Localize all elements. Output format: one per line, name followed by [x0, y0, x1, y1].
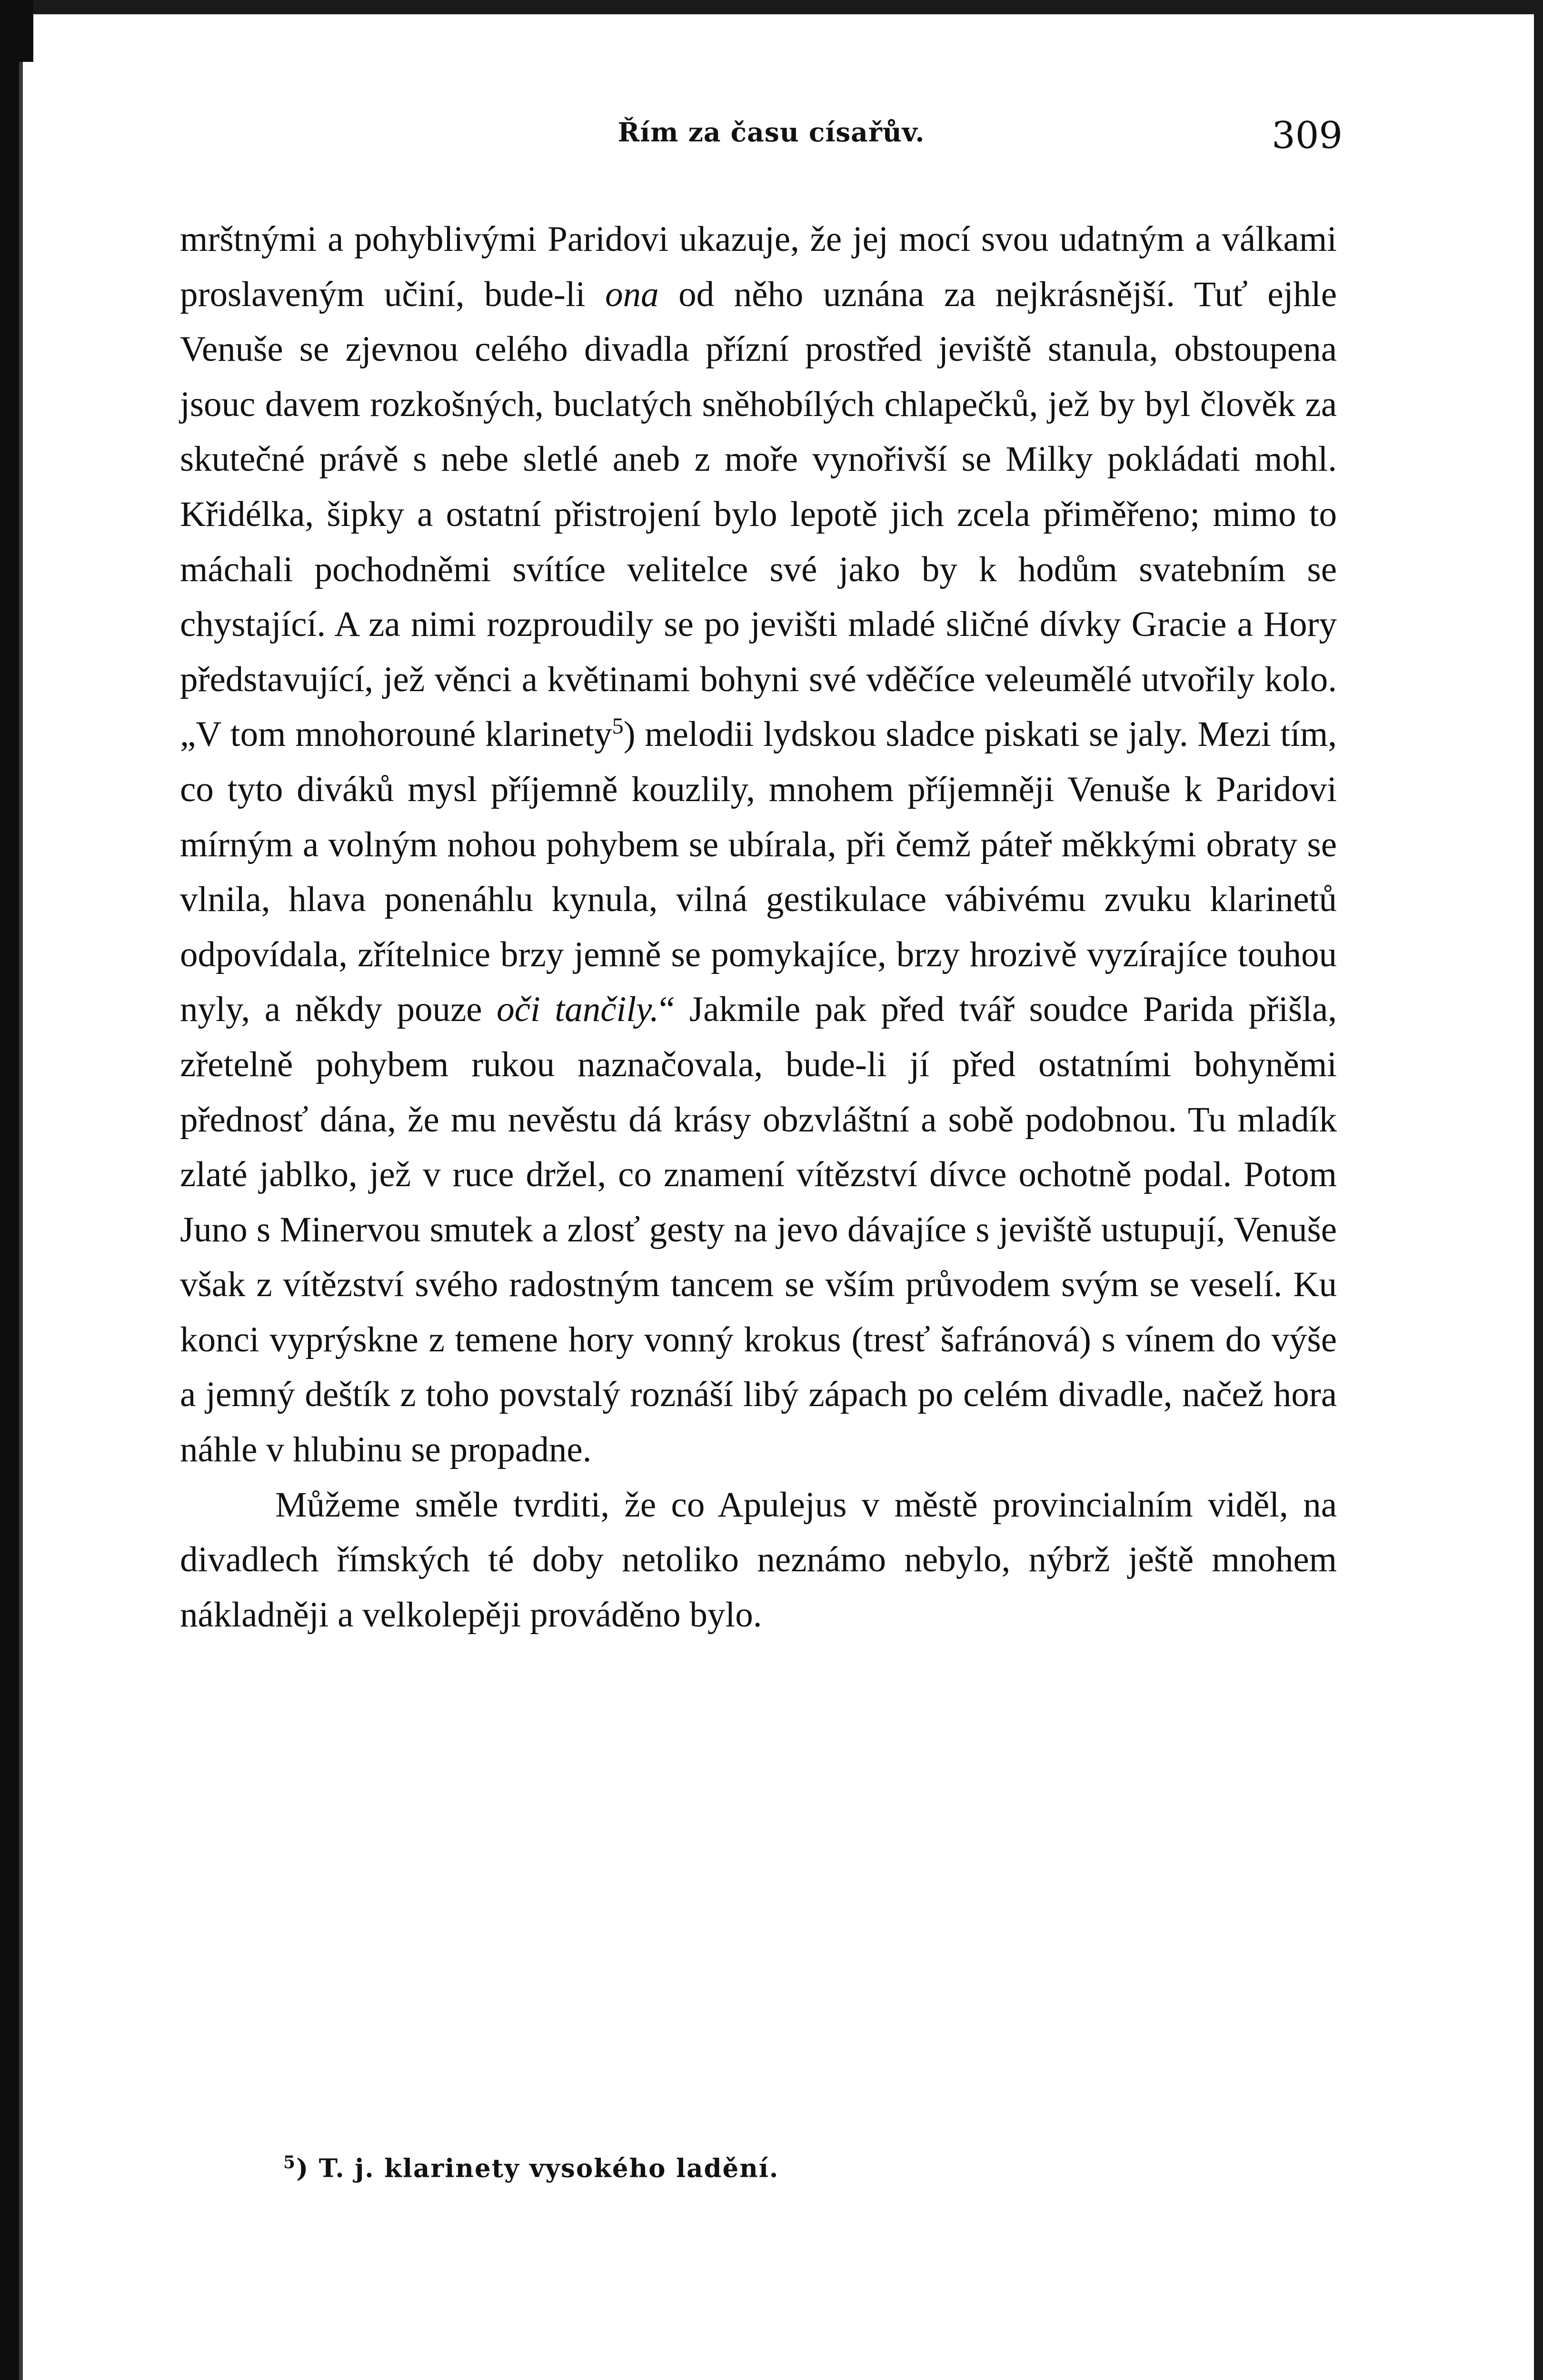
paragraph-1: [180, 212, 1337, 1478]
scan-border-top: [0, 0, 1543, 14]
footnote: [283, 2152, 1331, 2183]
footnote-ref: 5: [612, 714, 624, 739]
paragraph-1-part-c: ) melodii lydskou sladce piskati se jaly. Mezi tím, co tyto diváků mysl příjemně kouzlily, mnohem příjemněji Venuše k Paridovi mírným a volným nohou pohybem se ubírala, při čemž páteř měkkými obraty se vlnila, hlava ponenáhlu kynula, vilná gestikulace vábivému zvuku klarinetů odpovídala, zřítelnice brzy jemně se pomykajíce, brzy hrozivě vyzírajíce touhou nyly, a někdy pouze: [180, 714, 1337, 1030]
emphasis-oci-tancily: oči tančily.: [497, 990, 659, 1030]
page-margin-left: [19, 62, 44, 2380]
running-head: [181, 114, 1362, 159]
main-text: [180, 212, 1337, 1642]
page-number: 309: [1272, 114, 1343, 157]
footnote-marker: 5: [283, 2152, 297, 2172]
paragraph-2: Můžeme směle tvrditi, že co Apulejus v městě provincialním viděl, na divadlech římských té doby netoliko neznámo nebylo, nýbrž ještě mnohem nákladněji a velkolepěji prováděno bylo.: [180, 1485, 1337, 1635]
footnote-text: ) T. j. klarinety vysokého ladění.: [296, 2153, 779, 2183]
paragraph-1-part-b: od něho uznána za nejkrásnější. Tuť ejhle Venuše se zjevnou celého divadla přízní prostřed jeviště stanula, obstoupena jsouc davem rozkošných, buclatých sněhobílých chlapečků, jež by byl člověk za skutečné právě s nebe sletlé aneb z moře vynořivší se Milky pokládati mohl. Křidélka, šipky a ostatní přistrojení bylo lepotě jich zcela přiměřeno; mimo to máchali pochodněmi svítíce velitelce své jako by k hodům svatebním se chystající. A za nimi rozproudily se po jevišti mladé sličné dívky Gracie a Hory představující, jež věnci a květinami bohyni své vděčíce veleumělé utvořily kolo. „V tom mnohorouné klarinety: [180, 274, 1337, 754]
emphasis-ona: ona: [605, 274, 659, 314]
scan-border-right: [1534, 0, 1543, 2380]
paragraph-1-part-a: mrštnými a pohyblivými Paridovi ukazuje, že jej mocí svou udatným a válkami proslaveným učiní, bude-li: [180, 219, 1337, 314]
paragraph-1-part-d: “ Jakmile pak před tvář soudce Parida přišla, zřetelně pohybem rukou naznačovala, bude-li jí před ostatními bohyněmi přednosť dána, že mu nevěstu dá krásy obzvláštní a sobě podobnou. Tu mladík zlaté jablko, jež v ruce držel, co znamení vítězství dívce ochotně podal. Potom Juno s Minervou smutek a zlosť gesty na jevo dávajíce s jeviště ustupují, Venuše však z vítězství svého radostným tancem se vším průvodem svým se veselí. Ku konci vyprýskne z temene hory vonný krokus (tresť šafránová) s vínem do výše a jemný deštík z toho povstalý roznáší libý zápach po celém divadle, načež hora náhle v hlubinu se propadne.: [180, 990, 1337, 1470]
running-title: Řím za času císařův.: [617, 117, 925, 148]
